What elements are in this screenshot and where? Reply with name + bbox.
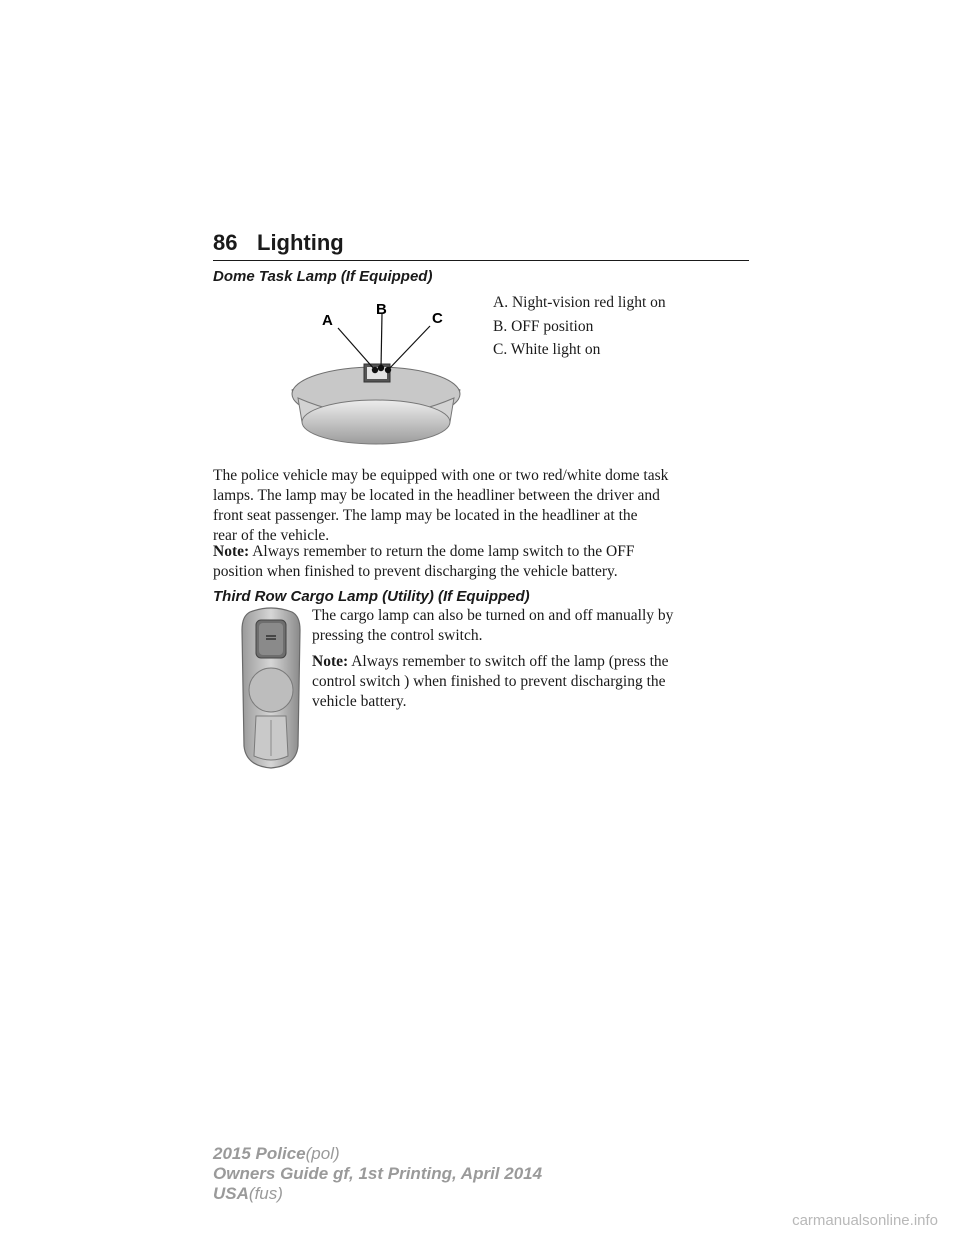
text-line: The police vehicle may be equipped with one or two red/white dome task bbox=[213, 467, 669, 484]
text-line: position when finished to prevent discharging the vehicle battery. bbox=[213, 563, 618, 580]
dome-lamp-illustration bbox=[288, 298, 464, 454]
dome-lamp-note bbox=[213, 542, 634, 582]
text-line: rear of the vehicle. bbox=[213, 527, 330, 544]
text-line: Always remember to switch off the lamp (press the bbox=[351, 653, 669, 670]
text-line: control switch ) when finished to prevent discharging the bbox=[312, 673, 666, 690]
page-footer bbox=[213, 1144, 542, 1204]
chapter-title: Lighting bbox=[257, 230, 344, 255]
footer-model-code: (pol) bbox=[305, 1144, 340, 1163]
footer-printing: Owners Guide gf, 1st Printing, April 2014 bbox=[213, 1164, 543, 1183]
text-line: pressing the control switch. bbox=[312, 627, 483, 644]
cargo-lamp-illustration bbox=[238, 606, 304, 772]
note-label: Note: bbox=[213, 543, 250, 560]
figure-label-b: B bbox=[376, 301, 387, 318]
cargo-lamp-description bbox=[312, 606, 673, 646]
figure-label-a: A bbox=[322, 312, 333, 329]
page-header bbox=[213, 230, 749, 261]
text-line: vehicle battery. bbox=[312, 693, 407, 710]
footer-model: 2015 Police bbox=[213, 1144, 306, 1163]
text-line: lamps. The lamp may be located in the headliner between the driver and bbox=[213, 487, 660, 504]
dome-lamp-description bbox=[213, 466, 668, 546]
cargo-lamp-heading: Third Row Cargo Lamp (Utility) (If Equipped) bbox=[213, 588, 530, 605]
text-line: front seat passenger. The lamp may be located in the headliner at the bbox=[213, 507, 638, 524]
callout-b: B. OFF position bbox=[493, 318, 594, 335]
text-line: The cargo lamp can also be turned on and off manually by bbox=[312, 607, 674, 624]
note-label: Note: bbox=[312, 653, 349, 670]
dome-lamp-heading: Dome Task Lamp (If Equipped) bbox=[213, 268, 433, 285]
text-line: Always remember to return the dome lamp switch to the OFF bbox=[252, 543, 635, 560]
callout-a: A. Night-vision red light on bbox=[493, 294, 666, 311]
watermark: carmanualsonline.info bbox=[792, 1212, 938, 1229]
figure-label-c: C bbox=[432, 310, 443, 327]
footer-market-code: (fus) bbox=[248, 1184, 283, 1203]
cargo-lamp-note bbox=[312, 652, 669, 712]
page-number: 86 bbox=[213, 230, 238, 255]
callout-c: C. White light on bbox=[493, 341, 601, 358]
footer-market: USA bbox=[213, 1184, 249, 1203]
